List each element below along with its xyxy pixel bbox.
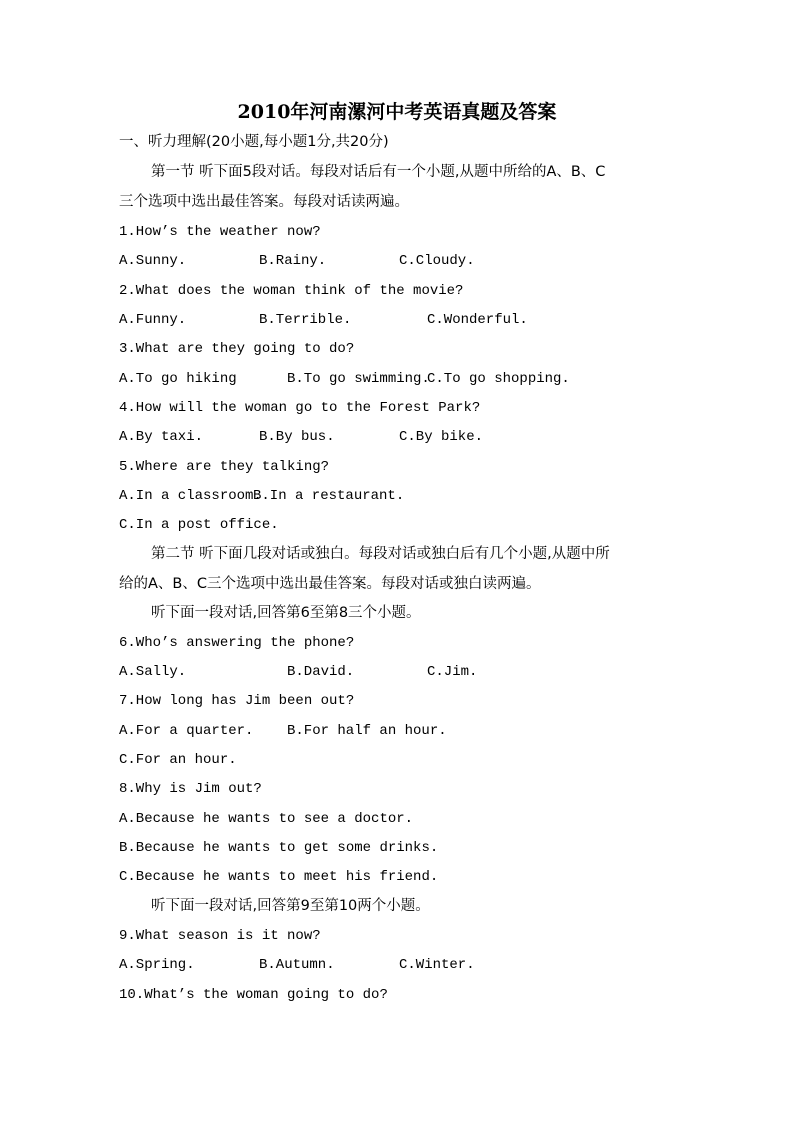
q7-option-b: B.For half an hour. <box>287 723 447 739</box>
q6-option-c: C.Jim. <box>427 664 478 680</box>
q3-option-a: A.To go hiking <box>119 371 237 387</box>
q2-option-c: C.Wonderful. <box>427 312 528 328</box>
q7-option-a: A.For a quarter. <box>119 723 254 739</box>
question-4: 4.How will the woman go to the Forest Park? <box>119 400 481 416</box>
q6-option-b: B.David. <box>287 664 355 680</box>
dialogue-intro-6-8: 听下面一段对话,回答第6至第8三个小题。 <box>151 605 421 621</box>
q6-option-a: A.Sally. <box>119 664 187 680</box>
section-heading-listening: 一、听力理解(20小题,每小题1分,共20分) <box>119 134 389 150</box>
question-8: 8.Why is Jim out? <box>119 781 262 797</box>
q4-option-c: C.By bike. <box>399 429 484 445</box>
q3-option-b: B.To go swimming. <box>287 371 430 387</box>
q7-option-c: C.For an hour. <box>119 752 237 768</box>
part2-instructions-line2: 给的A、B、C三个选项中选出最佳答案。每段对话或独白读两遍。 <box>119 576 541 592</box>
question-1: 1.How’s the weather now? <box>119 224 321 240</box>
document-title: 2010年河南漯河中考英语真题及答案 <box>237 101 557 123</box>
q3-option-c: C.To go shopping. <box>427 371 570 387</box>
dialogue-intro-9-10: 听下面一段对话,回答第9至第10两个小题。 <box>151 898 430 914</box>
q2-option-b: B.Terrible. <box>259 312 352 328</box>
q9-option-b: B.Autumn. <box>259 957 335 973</box>
q8-option-b: B.Because he wants to get some drinks. <box>119 840 439 856</box>
q5-option-c: C.In a post office. <box>119 517 279 533</box>
q4-option-b: B.By bus. <box>259 429 335 445</box>
q4-option-a: A.By taxi. <box>119 429 204 445</box>
q9-option-c: C.Winter. <box>399 957 475 973</box>
q1-option-a: A.Sunny. <box>119 253 187 269</box>
q5-option-b: B.In a restaurant. <box>253 488 405 504</box>
q9-option-a: A.Spring. <box>119 957 195 973</box>
q1-option-c: C.Cloudy. <box>399 253 475 269</box>
q2-option-a: A.Funny. <box>119 312 187 328</box>
part1-instructions-line1: 第一节 听下面5段对话。每段对话后有一个小题,从题中所给的A、B、C <box>151 164 606 180</box>
question-7: 7.How long has Jim been out? <box>119 693 355 709</box>
question-3: 3.What are they going to do? <box>119 341 355 357</box>
q1-option-b: B.Rainy. <box>259 253 327 269</box>
question-2: 2.What does the woman think of the movie? <box>119 283 464 299</box>
q5-option-a: A.In a classroom. <box>119 488 262 504</box>
part1-instructions-line2: 三个选项中选出最佳答案。每段对话读两遍。 <box>119 194 409 210</box>
question-9: 9.What season is it now? <box>119 928 321 944</box>
q8-option-c: C.Because he wants to meet his friend. <box>119 869 439 885</box>
question-10: 10.What’s the woman going to do? <box>119 987 388 1003</box>
part2-instructions-line1: 第二节 听下面几段对话或独白。每段对话或独白后有几个小题,从题中所 <box>151 546 610 562</box>
question-5: 5.Where are they talking? <box>119 459 330 475</box>
question-6: 6.Who’s answering the phone? <box>119 635 355 651</box>
q8-option-a: A.Because he wants to see a doctor. <box>119 811 414 827</box>
